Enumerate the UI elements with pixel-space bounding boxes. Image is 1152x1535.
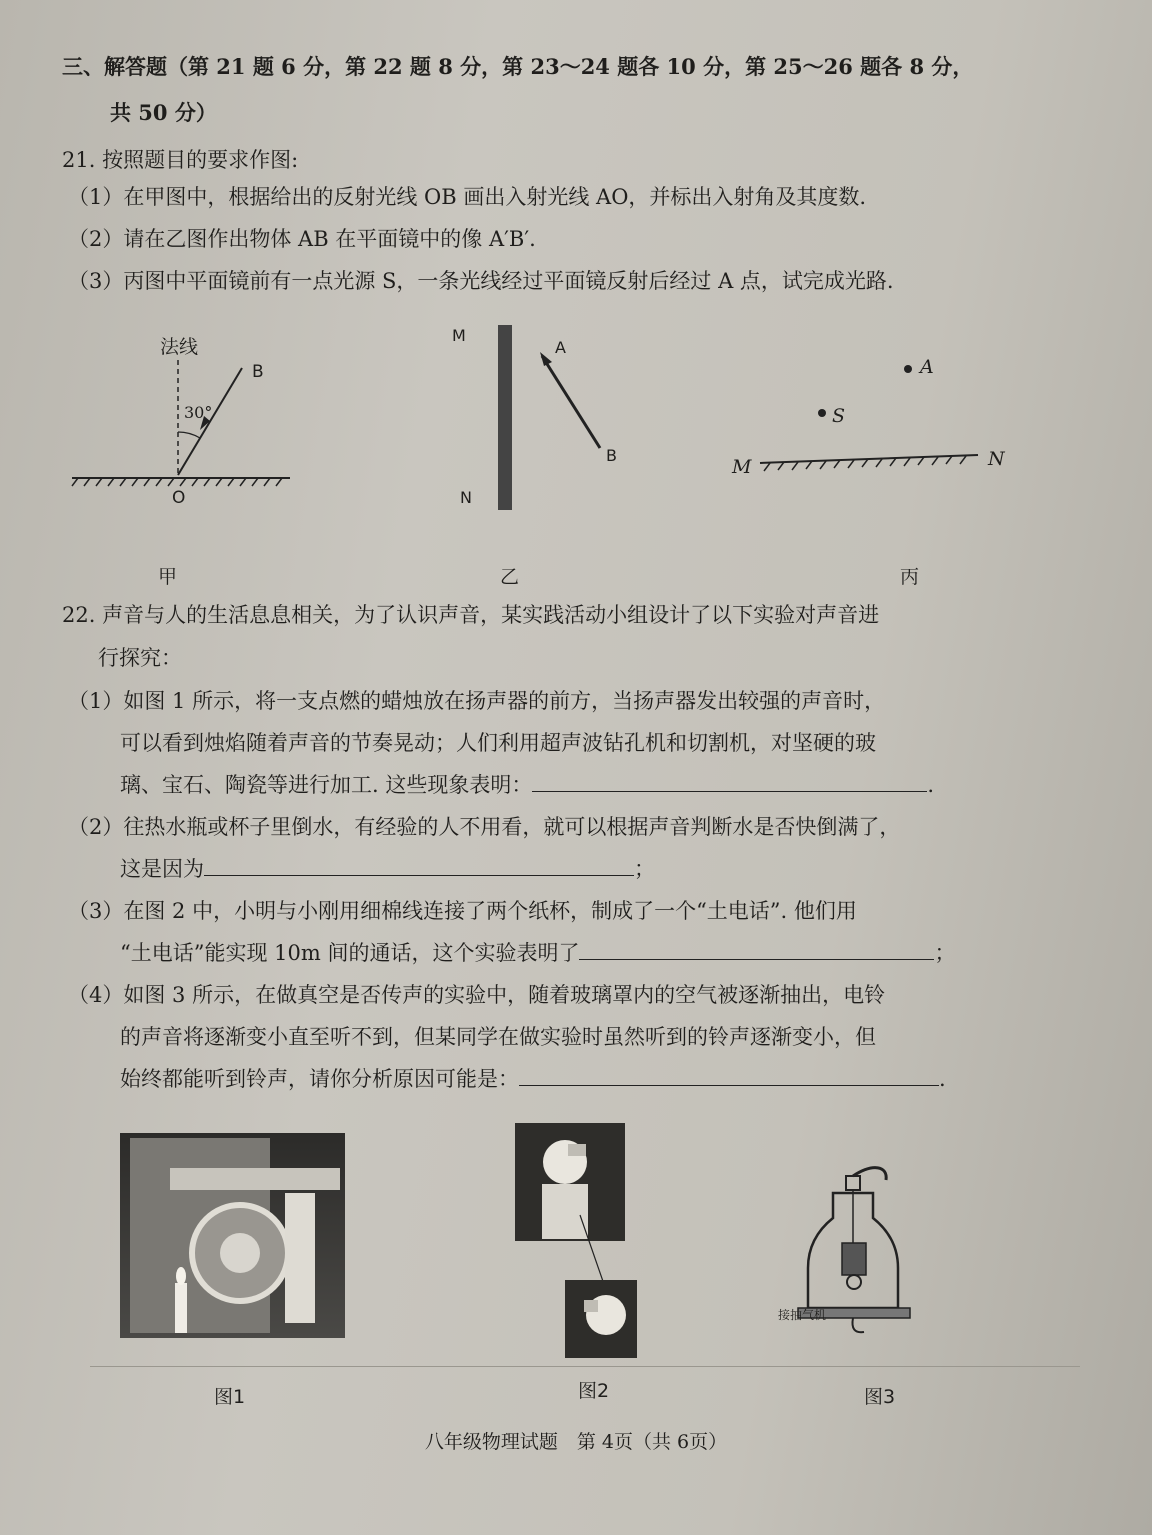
paper-cup-bottom <box>584 1300 598 1312</box>
q22-part3-end: ； <box>934 941 956 965</box>
child-body-top <box>542 1184 588 1239</box>
figure3-caption: 图3 <box>864 1386 896 1408</box>
figure1-photo <box>120 1133 345 1338</box>
q22-part4-prompt: 始终都能听到铃声，请你分析原因可能是： <box>120 1067 519 1091</box>
speaker-side <box>285 1193 315 1323</box>
figure-bing <box>740 355 990 485</box>
yi-label-n: N <box>460 488 472 507</box>
yi-caption: 乙 <box>500 566 520 588</box>
answer-blank-2[interactable] <box>204 874 634 876</box>
q22-part4-end: . <box>939 1067 946 1091</box>
q22-part1-line3 <box>120 770 934 800</box>
bing-label-m: M <box>732 456 752 478</box>
object-ab <box>542 356 600 448</box>
jia-point-b: B <box>252 362 264 382</box>
speaker-dust-cap <box>220 1233 260 1273</box>
q22-part4-line2: 的声音将逐渐变小直至听不到，但某同学在做实验时虽然听到的铃声逐渐变小，但 <box>120 1025 876 1049</box>
jar-stopper <box>846 1176 860 1190</box>
candle-flame <box>176 1267 186 1285</box>
point-s <box>818 409 826 417</box>
air-pipe <box>852 1318 864 1332</box>
q22-part2-line2 <box>120 854 655 884</box>
bell-dome <box>847 1275 861 1289</box>
answer-blank-3[interactable] <box>579 958 934 960</box>
object-arrow-icon <box>540 352 552 366</box>
q21-item-2: （2）请在乙图作出物体 AB 在平面镜中的像 A′B′. <box>68 227 536 251</box>
answer-blank-1[interactable] <box>532 790 927 792</box>
q22-part3-line2 <box>120 938 955 968</box>
jia-angle-label: 30° <box>184 403 213 422</box>
jia-point-o: O <box>172 488 186 508</box>
figure2-caption: 图2 <box>578 1380 610 1402</box>
q22-part1-prompt: 璃、宝石、陶瓷等进行加工. 这些现象表明： <box>120 773 533 797</box>
figure2-photo <box>510 1120 640 1360</box>
angle-arc <box>178 432 200 438</box>
q21-title: 21. 按照题目的要求作图: <box>62 148 299 172</box>
q22-part4-line1: （4）如图 3 所示，在做真空是否传声的实验中，随着玻璃罩内的空气被逐渐抽出，电铃 <box>68 983 886 1007</box>
q21-item-1: （1）在甲图中，根据给出的反射光线 OB 画出入射光线 AO，并标出入射角及其度数. <box>68 185 867 209</box>
candle <box>175 1283 187 1333</box>
figure1-caption: 图1 <box>214 1386 246 1408</box>
section-heading-cont: 共 50 分） <box>110 100 217 125</box>
figure3-pump-label: 接抽气机 <box>778 1308 827 1322</box>
q22-part4-line3 <box>120 1064 946 1094</box>
q22-part1-line1: （1）如图 1 所示，将一支点燃的蜡烛放在扬声器的前方，当扬声器发出较强的声音时， <box>68 689 886 713</box>
q22-stem-2: 行探究： <box>98 646 182 670</box>
yi-label-m: M <box>452 326 466 345</box>
yi-label-a: A <box>555 338 566 357</box>
q22-part1-line2: 可以看到烛焰随着声音的节奏晃动；人们利用超声波钻孔机和切割机，对坚硬的玻 <box>120 731 876 755</box>
q21-item-3: （3）丙图中平面镜前有一点光源 S，一条光线经过平面镜反射后经过 A 点，试完成光路. <box>68 269 894 293</box>
q22-part2-prompt: 这是因为 <box>120 857 204 881</box>
mirror-mn-surface <box>760 455 978 463</box>
q22-stem-1: 22. 声音与人的生活息息相关，为了认识声音，某实践活动小组设计了以下实验对声音进 <box>62 603 880 627</box>
mirror-hatching <box>72 478 282 486</box>
jia-normal-label: 法线 <box>160 336 199 358</box>
footer-divider <box>90 1366 1080 1367</box>
q22-part3-line1: （3）在图 2 中，小明与小刚用细棉线连接了两个纸杯，制成了一个“土电话”. 他们用 <box>68 899 857 923</box>
yi-label-b: B <box>606 446 617 465</box>
electric-bell-icon <box>842 1243 866 1275</box>
page-footer: 八年级物理试题 第 4页（共 6页） <box>424 1431 728 1453</box>
point-a <box>904 365 912 373</box>
jia-caption: 甲 <box>158 566 178 588</box>
section-heading: 三、解答题（第 21 题 6 分，第 22 题 8 分，第 23～24 题各 10 分，第 25～26 题各 8 分， <box>62 54 974 79</box>
suspension-wire <box>853 1168 886 1180</box>
bing-label-s: S <box>832 405 846 427</box>
speaker-top-frame <box>170 1168 340 1190</box>
q22-part1-end: . <box>927 773 935 797</box>
q22-part2-line1: （2）往热水瓶或杯子里倒水，有经验的人不用看，就可以根据声音判断水是否快倒满了， <box>68 815 901 839</box>
bing-caption: 丙 <box>900 566 920 588</box>
q22-part3-prompt: “土电话”能实现 10m 间的通话，这个实验表明了 <box>120 941 580 965</box>
bing-label-n: N <box>988 448 1005 470</box>
bing-label-a: A <box>920 356 934 378</box>
q22-part2-end: ； <box>634 857 655 881</box>
mirror-mn <box>498 325 512 510</box>
speaker-candle-illustration <box>120 1133 345 1338</box>
paper-cup-top <box>568 1144 586 1156</box>
answer-blank-4[interactable] <box>519 1084 939 1086</box>
